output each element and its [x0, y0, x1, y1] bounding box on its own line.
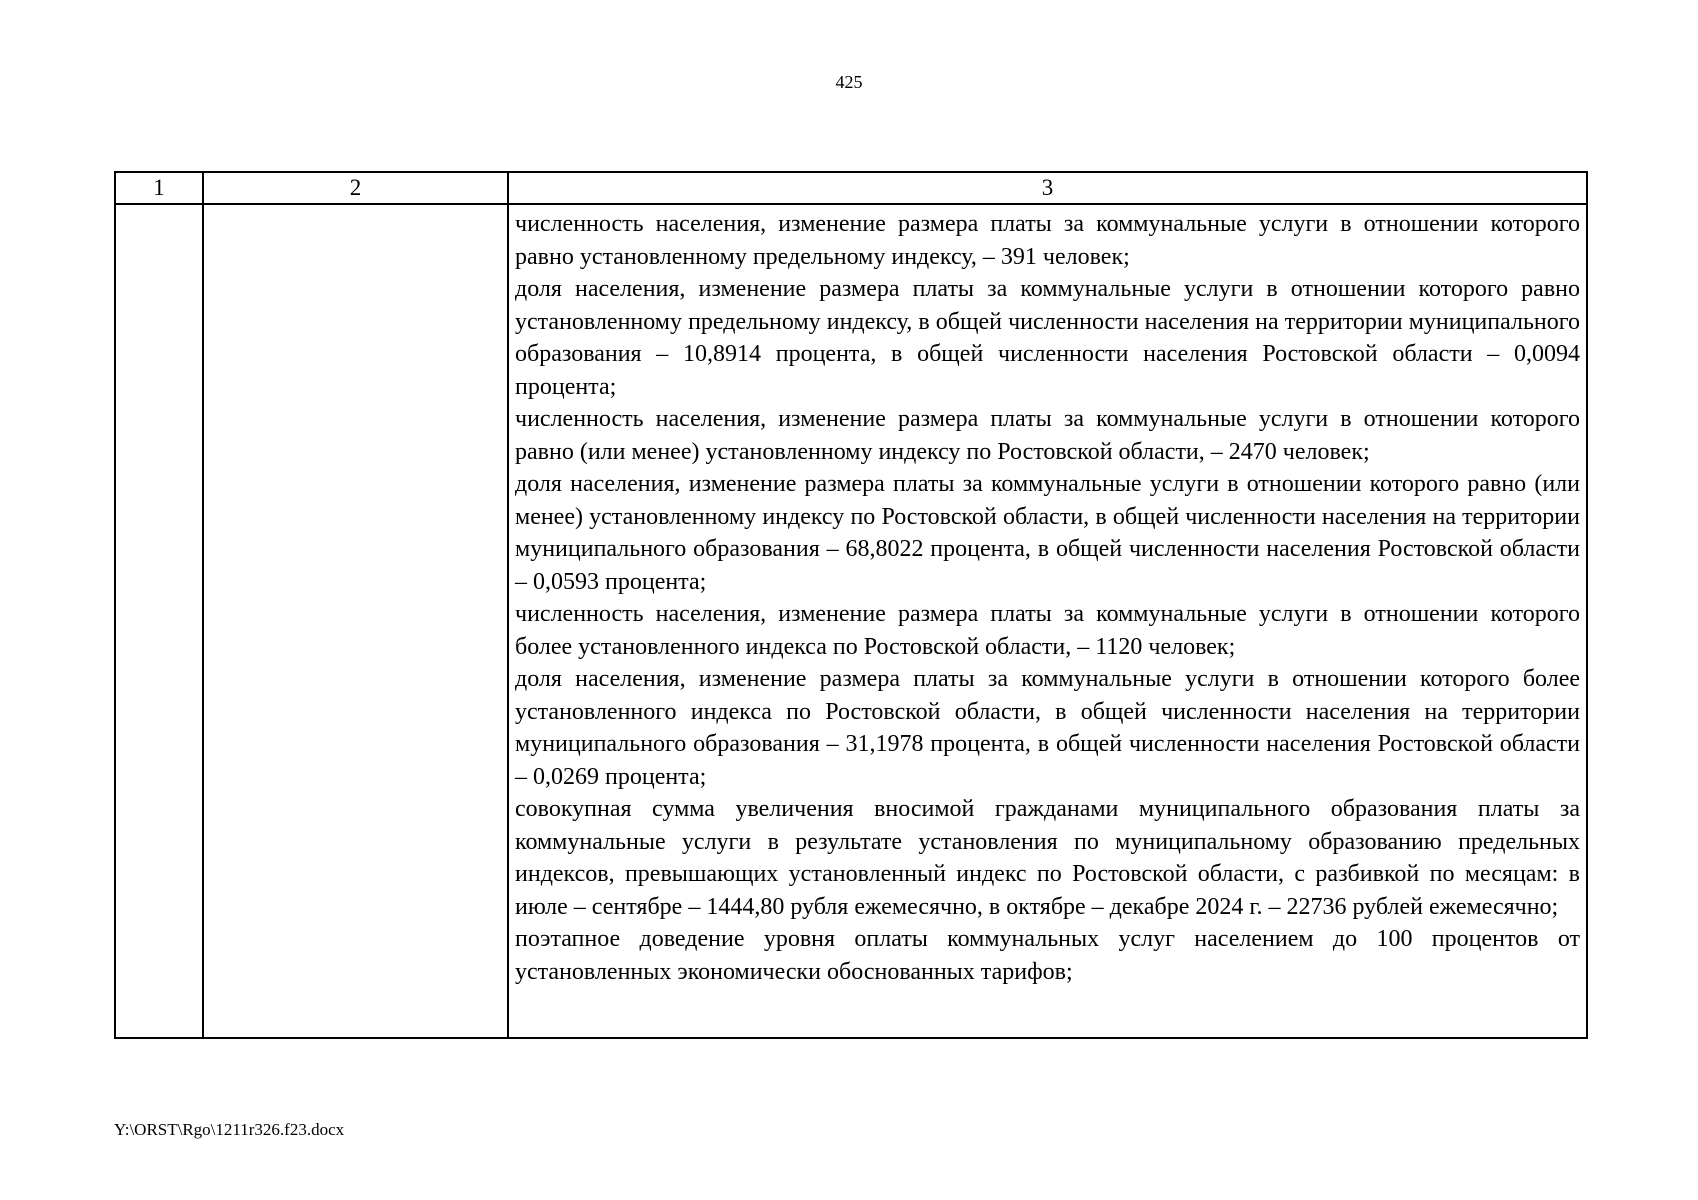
- cell-col3: [508, 204, 1587, 1038]
- paragraph-share-equal-limit: доля населения, изменение размера платы за коммунальные услуги в отношении которого равно установленному предельному индексу, в общей численности населения на территории муниципального образования – 10,8914 процента, в общей численности населения Ростовской области – 0,0094 процента;: [515, 276, 1580, 400]
- paragraph-population-equal-or-less-regional: численность населения, изменение размера платы за коммунальные услуги в отношении которого равно (или менее) установленному индексу по Ростовской области, – 2470 человек;: [515, 406, 1580, 465]
- table-header-row: [115, 172, 1587, 204]
- column-header-2: 2: [203, 172, 508, 204]
- footer-file-path: Y:\ORST\Rgo\1211r326.f23.docx: [114, 1120, 345, 1139]
- table-row: [115, 204, 1587, 1038]
- cell-col1: [115, 204, 203, 1038]
- paragraph-population-above-regional: численность населения, изменение размера платы за коммунальные услуги в отношении которого более установленного индекса по Ростовской области, – 1120 человек;: [515, 601, 1580, 660]
- paragraph-share-above-regional: доля населения, изменение размера платы за коммунальные услуги в отношении которого более установленного индекса по Ростовской области, в общей численности населения на территории муниципального образования – 31,1978 процента, в общей численности населения Ростовской области – 0,0269 процента;: [515, 666, 1580, 790]
- paragraph-share-equal-or-less-regional: доля населения, изменение размера платы за коммунальные услуги в отношении которого равно (или менее) установленному индексу по Ростовской области, в общей численности населения на территории муниципального образования – 68,8022 процента, в общей численности населения Ростовской области – 0,0593 процента;: [515, 471, 1580, 595]
- cell-col2: [203, 204, 508, 1038]
- paragraph-population-equal-limit: численность населения, изменение размера платы за коммунальные услуги в отношении которого равно установленному предельному индексу, – 391 человек;: [515, 211, 1580, 270]
- column-header-3: 3: [508, 172, 1587, 204]
- paragraph-total-increase-sum: совокупная сумма увеличения вносимой гражданами муниципального образования платы за коммунальные услуги в результате установления по муниципальному образованию предельных индексов, превышающих установленный индекс по Ростовской области, с разбивкой по месяцам: в июле – сентябре – 1444,80 рубля ежемесячно, в октябре – декабре 2024 г. – 22736 рублей ежемесячно;: [515, 796, 1580, 920]
- page-number: 425: [835, 72, 863, 92]
- column-header-1: 1: [115, 172, 203, 204]
- paragraph-phased-payment-level: поэтапное доведение уровня оплаты коммунальных услуг населением до 100 процентов от установленных экономически обоснованных тарифов;: [515, 926, 1580, 985]
- content-table: [114, 171, 1588, 1039]
